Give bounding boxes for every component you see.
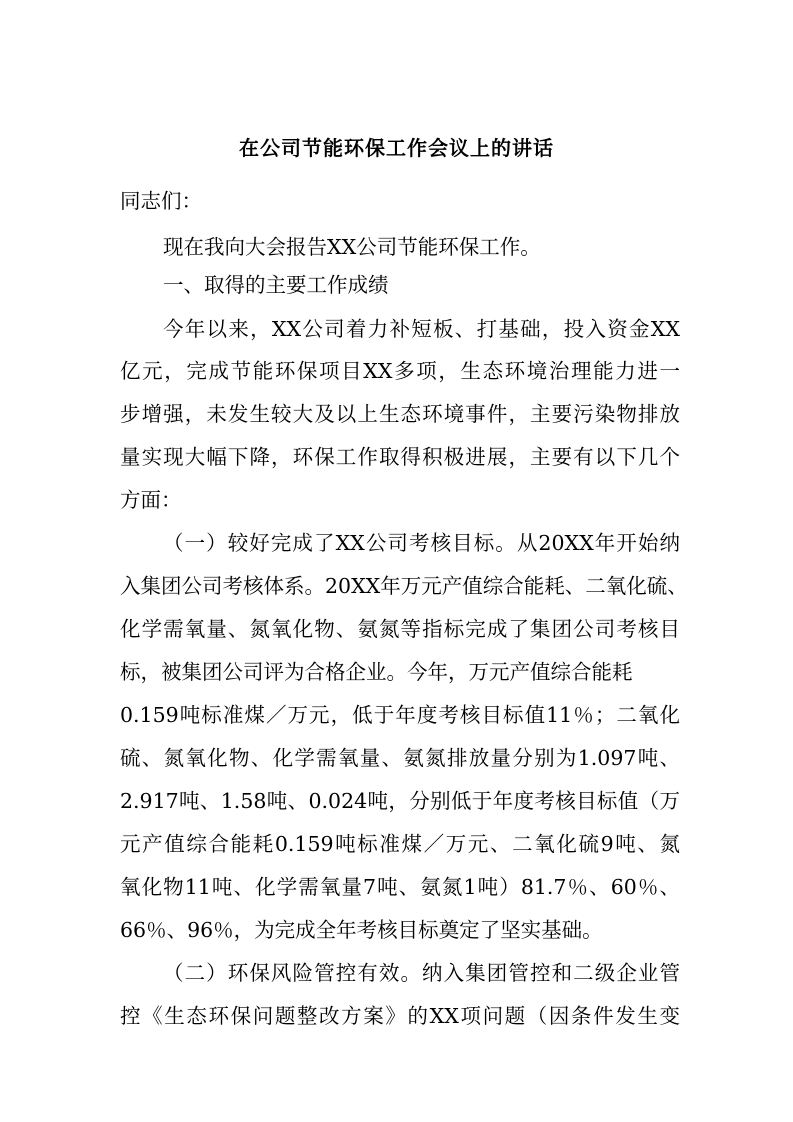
- paragraph-line: 入集团公司考核体系。20XX年万元产值综合能耗、二氧化硫、: [120, 574, 688, 598]
- paragraph-line: 2.917吨、1.58吨、0.024吨，分别低于年度考核目标值（万: [120, 789, 680, 813]
- paragraph-line: 化学需氧量、氮氧化物、氨氮等指标完成了集团公司考核目: [120, 617, 680, 641]
- paragraph-line: 步增强，未发生较大及以上生态环境事件，主要污染物排放: [120, 402, 680, 426]
- paragraph-line: 现在我向大会报告XX公司节能环保工作。: [163, 235, 541, 259]
- paragraph-line: 硫、氮氧化物、化学需氧量、氨氮排放量分别为1.097吨、: [120, 746, 680, 770]
- paragraph-line: 方面：: [120, 488, 182, 512]
- paragraph-line: 控《生态环保问题整改方案》的XX项问题（因条件发生变: [120, 1004, 680, 1028]
- paragraph-line: 今年以来，XX公司着力补短板、打基础，投入资金XX: [163, 317, 680, 341]
- document-title: 在公司节能环保工作会议上的讲话: [239, 136, 554, 160]
- salutation: 同志们：: [120, 189, 202, 213]
- paragraph-line: （二）环保风险管控有效。纳入集团管控和二级企业管: [163, 961, 680, 985]
- paragraph-line: 元产值综合能耗0.159吨标准煤／万元、二氧化硫9吨、氮: [120, 832, 680, 856]
- paragraph-line: 亿元，完成节能环保项目XX多项，生态环境治理能力进一: [120, 359, 680, 383]
- paragraph-line: 标，被集团公司评为合格企业。今年，万元产值综合能耗: [120, 660, 633, 684]
- paragraph-line: 氧化物11吨、化学需氧量7吨、氨氮1吨）81.7％、60％、: [120, 875, 680, 899]
- section-heading: 一、取得的主要工作成绩: [163, 273, 389, 297]
- paragraph-line: （一）较好完成了XX公司考核目标。从20XX年开始纳: [163, 531, 680, 555]
- paragraph-line: 0.159吨标准煤／万元，低于年度考核目标值11％；二氧化: [120, 703, 680, 727]
- paragraph-line: 量实现大幅下降，环保工作取得积极进展，主要有以下几个: [120, 445, 680, 469]
- paragraph-line: 66％、96％，为完成全年考核目标奠定了坚实基础。: [120, 918, 603, 942]
